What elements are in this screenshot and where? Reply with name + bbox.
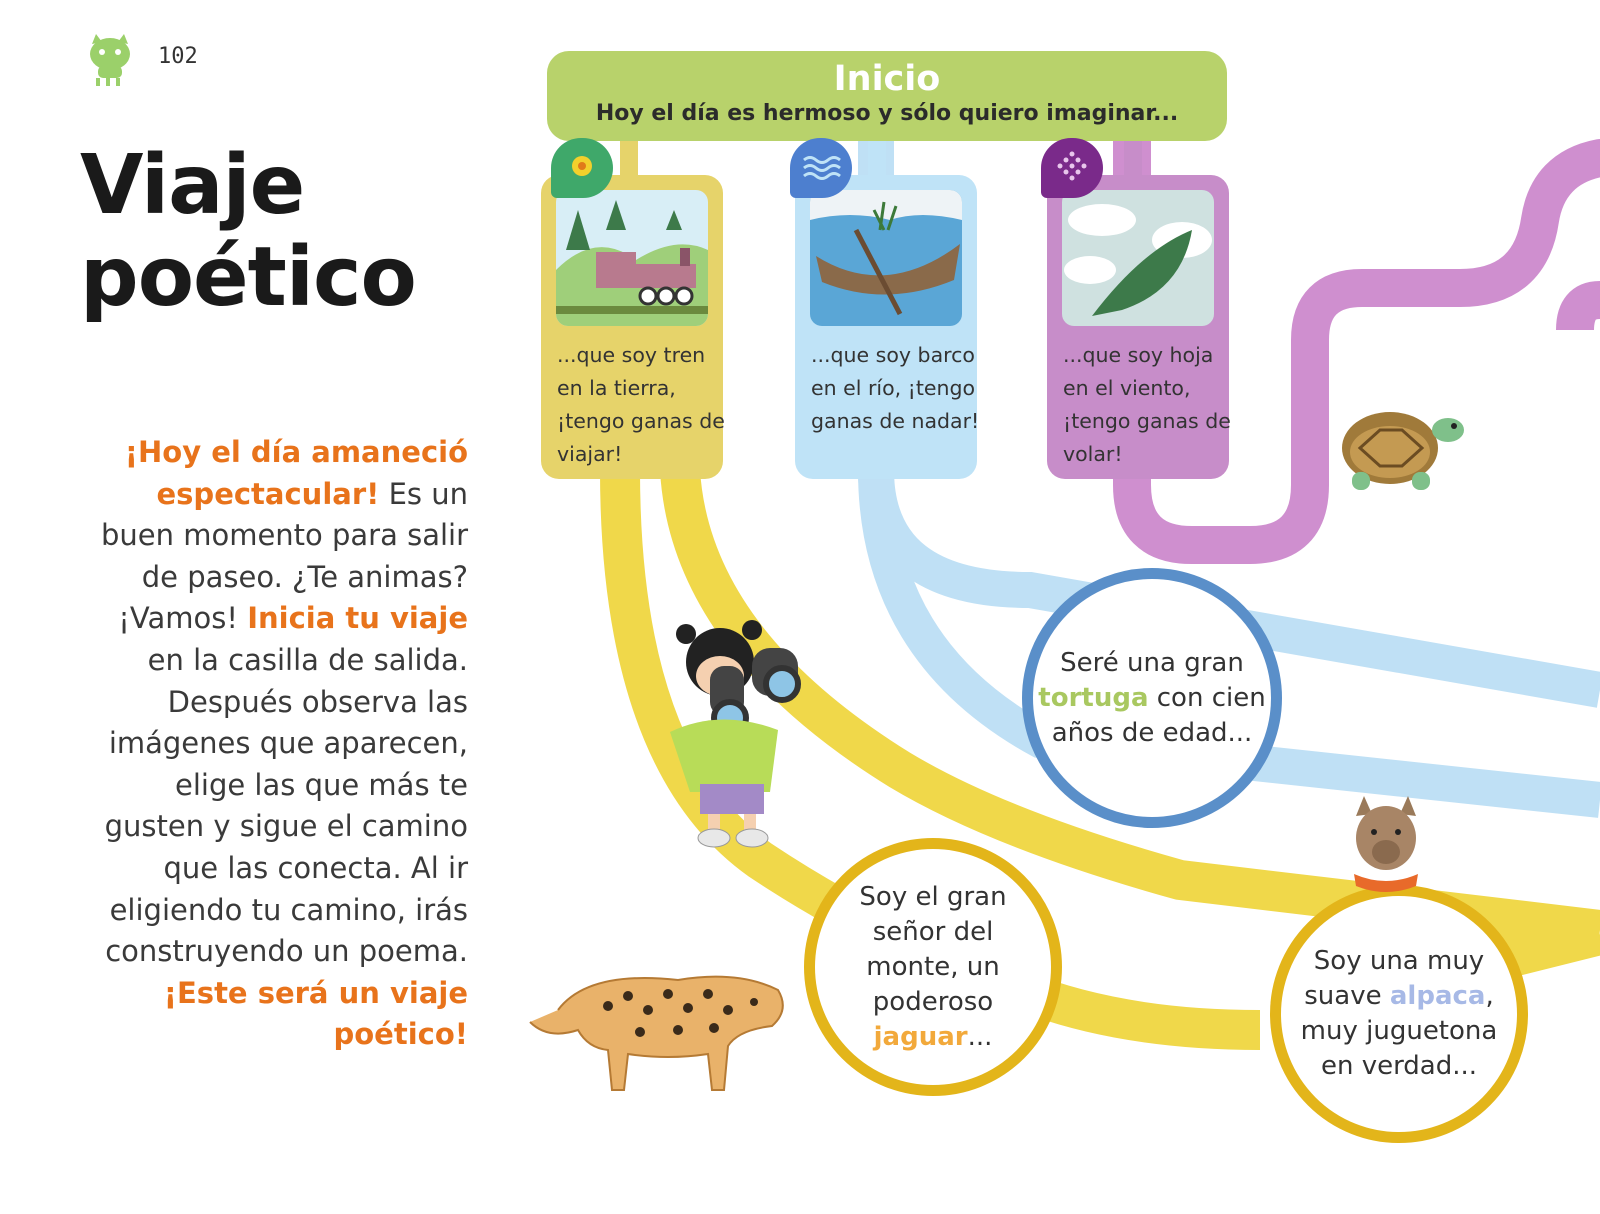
- card-leaf[interactable]: [1047, 175, 1229, 479]
- circle-jaguar[interactable]: [804, 838, 1062, 1096]
- flower-icon: [551, 138, 613, 198]
- dots-pattern-icon: [1041, 138, 1103, 198]
- alpaca-pre: Soy una muy suave: [1304, 946, 1485, 1011]
- jaguar-pre: Soy el gran señor del monte, un poderoso: [859, 881, 1007, 1017]
- tortuga-post: con cien años de edad...: [1051, 682, 1266, 748]
- circle-tortuga[interactable]: [1022, 568, 1282, 828]
- card-boat[interactable]: [795, 175, 980, 479]
- page-title: [80, 140, 416, 324]
- alpaca-keyword: alpaca: [1389, 981, 1486, 1011]
- alpaca-illustration: [1346, 796, 1426, 902]
- jaguar-post: ...: [967, 1021, 993, 1052]
- circle-alpaca[interactable]: [1270, 885, 1528, 1143]
- card-leaf-text: ...que soy hoja en el viento, ¡tengo ganas de volar!: [1063, 343, 1231, 466]
- tortuga-keyword: tortuga: [1038, 682, 1149, 713]
- jaguar-illustration: [528, 950, 798, 1104]
- turtle-illustration: [1330, 400, 1470, 500]
- title-line-2: poético: [80, 230, 416, 325]
- intro-highlight-1: ¡Hoy el día amaneció espectacular!: [124, 435, 468, 511]
- alpaca-post: , muy juguetona en verdad...: [1300, 981, 1498, 1081]
- card-train[interactable]: [541, 175, 723, 479]
- card-boat-text: ...que soy barco en el río, ¡tengo ganas de nadar!: [811, 343, 980, 433]
- leaf-illustration: [1062, 190, 1214, 326]
- jaguar-keyword: jaguar: [873, 1021, 968, 1052]
- intro-text-1: Es un buen momento para salir de paseo. ¿Te animas? ¡Vamos!: [100, 476, 468, 636]
- intro-paragraph: [100, 432, 468, 1056]
- card-train-text: ...que soy tren en la tierra, ¡tengo ganas de viajar!: [557, 343, 725, 466]
- title-line-1: Viaje: [80, 138, 305, 233]
- waves-icon: [790, 138, 852, 198]
- intro-highlight-2: Inicia tu viaje: [247, 601, 468, 636]
- mascot-logo-icon: [86, 34, 134, 86]
- intro-highlight-3: ¡Este será un viaje poético!: [163, 975, 468, 1052]
- page-number: 102: [158, 44, 198, 69]
- boat-illustration: [810, 190, 962, 326]
- start-label: Inicio: [833, 59, 941, 99]
- start-box[interactable]: [547, 51, 1227, 141]
- intro-text-2: en la casilla de salida. Después observa las imágenes que aparecen, elige las que más te gusten y sigue el camino que las conecta. Al ir eligiendo tu camino, irás construyendo un poema.: [104, 642, 468, 969]
- tortuga-pre: Seré una gran: [1060, 647, 1244, 678]
- girl-binoculars-illustration: [660, 612, 820, 856]
- start-subtitle: Hoy el día es hermoso y sólo quiero imaginar...: [595, 101, 1179, 126]
- train-illustration: [556, 190, 708, 326]
